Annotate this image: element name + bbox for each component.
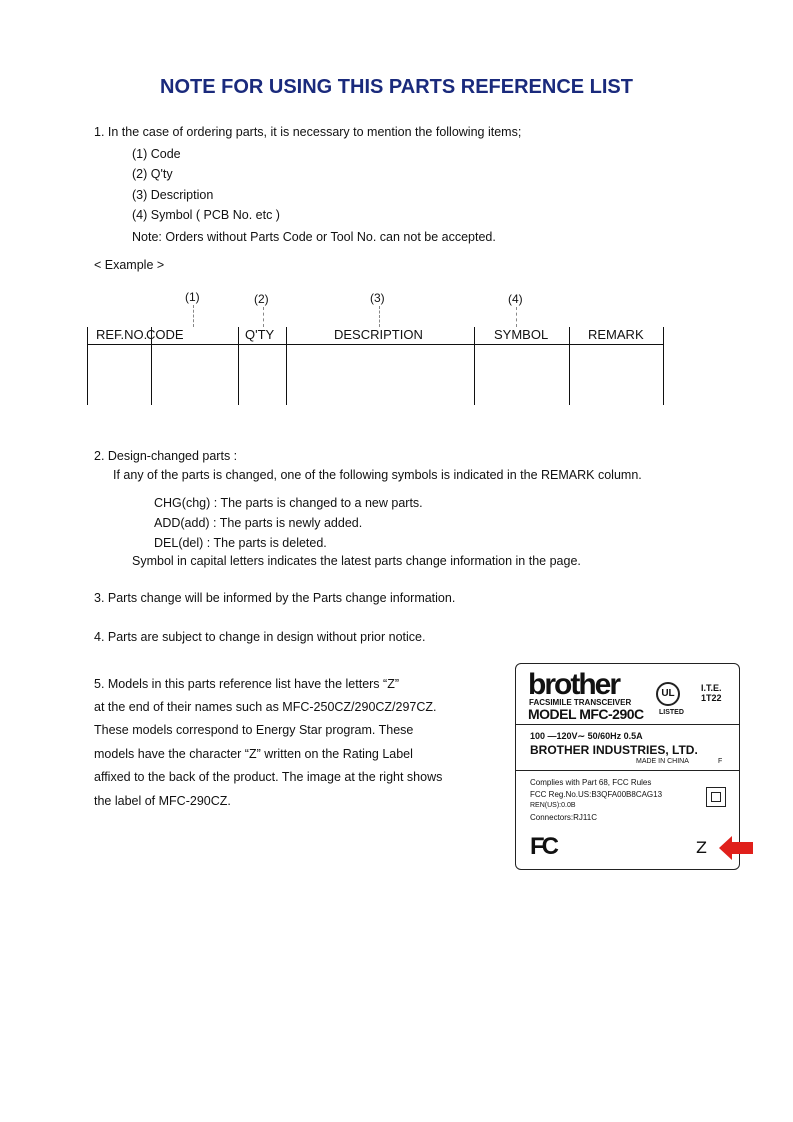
symbol-add: ADD(add) : The parts is newly added. — [154, 516, 363, 530]
col-header-symbol: SYMBOL — [494, 327, 549, 342]
leader-line — [193, 305, 194, 327]
leader-line — [379, 306, 380, 327]
fcc-logo: FC — [530, 833, 556, 860]
section5-line: at the end of their names such as MFC-250CZ/290CZ/297CZ. — [94, 700, 437, 714]
marker-1: (1) — [185, 290, 200, 304]
red-arrow-shaft — [731, 842, 753, 854]
model-name: MODEL MFC-290C — [528, 706, 644, 722]
symbol-del: DEL(del) : The parts is deleted. — [154, 536, 327, 550]
section1-item-description: (3) Description — [132, 188, 214, 202]
table-divider — [87, 327, 88, 405]
product-type: FACSIMILE TRANSCEIVER — [529, 698, 632, 707]
section5-line: These models correspond to Energy Star program. These — [94, 723, 414, 737]
label-divider — [516, 724, 739, 725]
table-divider — [238, 327, 239, 405]
section5-line: models have the character “Z” written on the Rating Label — [94, 747, 413, 761]
section4: 4. Parts are subject to change in design without prior notice. — [94, 630, 426, 644]
section1-note: Note: Orders without Parts Code or Tool No. can not be accepted. — [132, 230, 496, 244]
marker-2: (2) — [254, 292, 269, 306]
table-divider — [474, 327, 475, 405]
fcc-reg: FCC Reg.No.US:B3QFA00B8CAG13 — [530, 790, 663, 799]
symbol-chg: CHG(chg) : The parts is changed to a new parts. — [154, 496, 423, 510]
leader-line — [516, 307, 517, 327]
label-divider — [516, 770, 739, 771]
z-mark: Z — [696, 838, 707, 857]
col-header-code: CODE — [146, 327, 184, 342]
ul-mark-icon: UL — [656, 682, 680, 706]
table-divider — [286, 327, 287, 405]
ite-line2: 1T22 — [701, 693, 722, 703]
section2-note: Symbol in capital letters indicates the latest parts change information in the page. — [132, 554, 581, 568]
rating-label — [515, 663, 740, 870]
brand-logo: brother — [528, 668, 619, 701]
made-in: MADE IN CHINA — [636, 758, 689, 765]
table-divider — [663, 327, 664, 405]
section2-intro: If any of the parts is changed, one of the following symbols is indicated in the REMARK column. — [113, 468, 642, 482]
made-in-code: F — [718, 758, 723, 765]
table-divider — [569, 327, 570, 405]
col-header-description: DESCRIPTION — [334, 327, 423, 342]
section3: 3. Parts change will be informed by the Parts change information. — [94, 591, 456, 605]
section2-heading: 2. Design-changed parts : — [94, 449, 238, 463]
marker-4: (4) — [508, 292, 523, 306]
ite-code — [701, 683, 722, 703]
col-header-qty: Q'TY — [245, 327, 275, 342]
fcc-compliance: Complies with Part 68, FCC Rules — [530, 778, 652, 787]
section1-intro: 1. In the case of ordering parts, it is necessary to mention the following items; — [94, 125, 522, 139]
ul-listed-text: LISTED — [659, 709, 684, 716]
power-rating: 100 —120V∼ 50/60Hz 0.5A — [530, 731, 643, 741]
section1-item-code: (1) Code — [132, 147, 181, 161]
ite-line1: I.T.E. — [701, 683, 722, 693]
section1-item-qty: (2) Q'ty — [132, 167, 173, 181]
marker-3: (3) — [370, 291, 385, 305]
section5-line: affixed to the back of the product. The image at the right shows — [94, 770, 443, 784]
section5-line: 5. Models in this parts reference list have the letters “Z” — [94, 677, 399, 691]
section1-item-symbol: (4) Symbol ( PCB No. etc ) — [132, 208, 280, 222]
page-title: NOTE FOR USING THIS PARTS REFERENCE LIST — [160, 76, 633, 98]
connectors: Connectors:RJ11C — [530, 813, 597, 822]
company-name: BROTHER INDUSTRIES, LTD. — [530, 743, 698, 757]
double-insulation-icon — [706, 787, 726, 807]
section5-line: the label of MFC-290CZ. — [94, 794, 231, 808]
table-header-rule — [87, 344, 664, 345]
ren-value: REN(US):0.0B — [530, 802, 576, 809]
col-header-remark: REMARK — [588, 327, 644, 342]
col-header-refno: REF.NO. — [96, 327, 148, 342]
leader-line — [263, 307, 264, 327]
example-label: < Example > — [94, 258, 165, 272]
